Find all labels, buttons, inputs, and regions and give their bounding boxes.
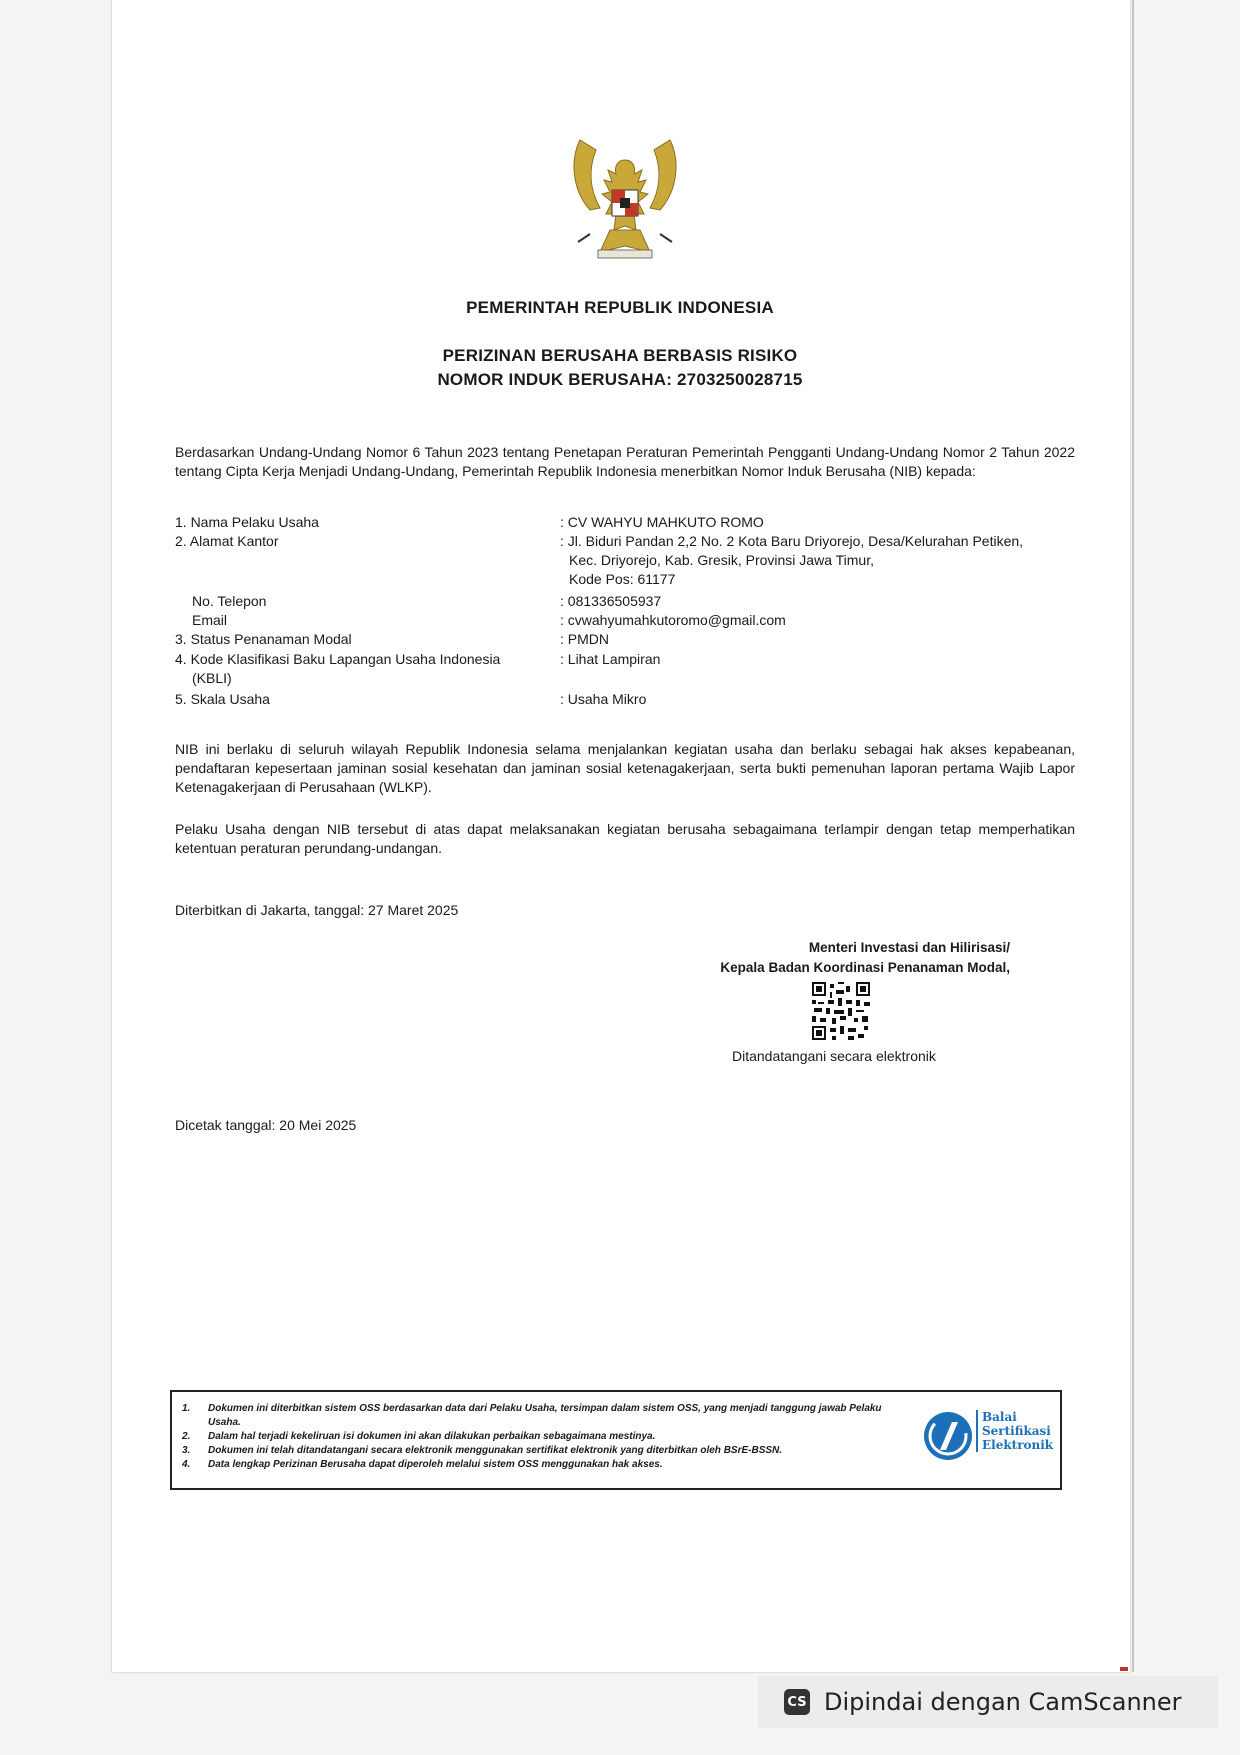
note-number: 3.: [182, 1445, 191, 1456]
scale-value: : Usaha Mikro: [560, 691, 647, 707]
government-heading: PEMERINTAH REPUBLIK INDONESIA: [466, 298, 774, 317]
note-item: [182, 1402, 882, 1430]
note-text: Dalam hal terjadi kekeliruan isi dokumen ini akan dilakukan perbaikan sebagaimana mestinya.: [208, 1431, 656, 1442]
note-number: 4.: [182, 1459, 191, 1470]
note-number: 2.: [182, 1431, 191, 1442]
notes-box: [170, 1390, 1062, 1490]
camscanner-text: Dipindai dengan CamScanner: [824, 1688, 1182, 1716]
conditions-paragraph: Pelaku Usaha dengan NIB tersebut di atas dapat melaksanakan kegiatan berusaha sebagaimana terlampir dengan tetap memperhatikan ketentuan peraturan perundang-undangan.: [175, 821, 1075, 856]
nib-number: NOMOR INDUK BERUSAHA: 2703250028715: [437, 370, 803, 389]
scale-label: 5. Skala Usaha: [175, 691, 270, 707]
note-item: [182, 1430, 882, 1444]
kbli-label: 4. Kode Klasifikasi Baku Lapangan Usaha Indonesia: [175, 651, 501, 667]
note-text: Dokumen ini telah ditandatangani secara elektronik menggunakan sertifikat elektronik yang diterbitkan oleh BSrE-BSSN.: [208, 1445, 783, 1456]
note-text: Dokumen ini diterbitkan sistem OSS berdasarkan data dari Pelaku Usaha, tersimpan dalam sistem OSS, yang menjadi tanggung jawab Pelaku Usaha.: [208, 1403, 882, 1428]
kbli-value: : Lihat Lampiran: [560, 651, 661, 667]
printed-date: Dicetak tanggal: 20 Mei 2025: [175, 1117, 357, 1133]
address-value-2: Kec. Driyorejo, Kab. Gresik, Provinsi Jawa Timur,: [569, 552, 874, 568]
status-value: : PMDN: [560, 631, 609, 647]
validity-paragraph: NIB ini berlaku di seluruh wilayah Republik Indonesia selama menjalankan kegiatan usaha dan berlaku sebagai hak akses kepabeanan, pendaftaran kepesertaan jaminan sosial kesehatan dan jaminan sosial ketenagakerjaan, serta bukti pemenuhan laporan pertama Wajib Lapor Ketenagakerjaan di Perusahaan (WLKP).: [175, 741, 1075, 795]
issued-date: Diterbitkan di Jakarta, tanggal: 27 Maret 2025: [175, 902, 459, 918]
address-label: 2. Alamat Kantor: [175, 533, 279, 549]
note-item: [182, 1444, 882, 1458]
bse-line-2: Sertifikasi: [982, 1424, 1051, 1438]
phone-value: : 081336505937: [560, 593, 662, 609]
email-value: : cvwahyumahkutoromo@gmail.com: [560, 612, 786, 628]
garuda-emblem-icon: [560, 130, 690, 272]
status-label: 3. Status Penanaman Modal: [175, 631, 352, 647]
name-value: : CV WAHYU MAHKUTO ROMO: [560, 514, 764, 530]
scan-corner-mark: [1120, 1667, 1128, 1671]
bse-line-1: Balai: [982, 1410, 1017, 1424]
qr-code-icon: [812, 982, 870, 1040]
note-item: [182, 1458, 882, 1472]
scan-edge-shadow: [1132, 0, 1134, 1672]
esign-caption: Ditandatangani secara elektronik: [732, 1048, 936, 1064]
camscanner-icon: CS: [784, 1689, 810, 1715]
notes-list: [182, 1402, 882, 1472]
bse-logo-icon: [922, 1410, 974, 1462]
signatory-title-1: Menteri Investasi dan Hilirisasi/: [808, 940, 1010, 955]
email-label: Email: [192, 612, 228, 628]
phone-label: No. Telepon: [192, 593, 267, 609]
bse-label: [976, 1410, 1053, 1452]
document-title: PERIZINAN BERUSAHA BERBASIS RISIKO: [442, 346, 798, 365]
kbli-label-2: (KBLI): [192, 670, 232, 686]
note-number: 1.: [182, 1403, 191, 1414]
bse-line-3: Elektronik: [982, 1438, 1054, 1452]
address-value-3: Kode Pos: 61177: [569, 571, 676, 587]
signatory-title-2: Kepala Badan Koordinasi Penanaman Modal,: [720, 960, 1010, 975]
address-value-1: : Jl. Biduri Pandan 2,2 No. 2 Kota Baru Driyorejo, Desa/Kelurahan Petiken,: [560, 533, 1024, 549]
name-label: 1. Nama Pelaku Usaha: [175, 514, 319, 530]
camscanner-footer: [758, 1676, 1218, 1728]
intro-paragraph: Berdasarkan Undang-Undang Nomor 6 Tahun 2023 tentang Penetapan Peraturan Pemerintah Pengganti Undang-Undang Nomor 2 Tahun 2022 tentang Cipta Kerja Menjadi Undang-Undang, Pemerintah Republik Indonesia menerbitkan Nomor Induk Berusaha (NIB) kepada:: [175, 444, 1075, 479]
note-text: Data lengkap Perizinan Berusaha dapat diperoleh melalui sistem OSS menggunakan hak akses.: [208, 1459, 663, 1470]
